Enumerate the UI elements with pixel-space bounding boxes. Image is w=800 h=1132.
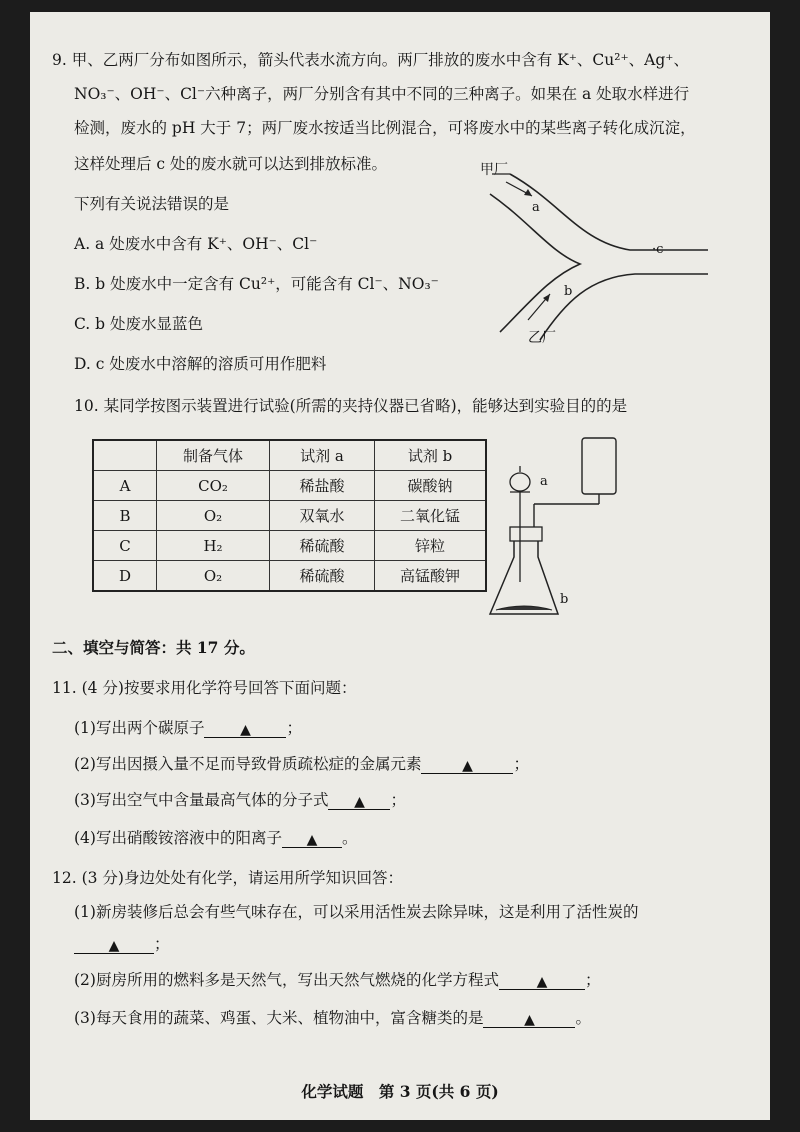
table-cell: 双氧水 xyxy=(270,501,375,531)
point-b-label: b xyxy=(564,284,573,299)
table-header-cell: 制备气体 xyxy=(157,440,270,471)
table-header-cell: 试剂 a xyxy=(270,440,375,471)
table-cell: 稀硫酸 xyxy=(270,561,375,592)
blank-marker-icon: ▲ xyxy=(462,758,473,774)
blank-marker-icon: ▲ xyxy=(354,794,365,810)
factory-yi-label: 乙厂 xyxy=(528,330,556,346)
table-cell: 稀硫酸 xyxy=(270,531,375,561)
table-header-cell: 试剂 b xyxy=(375,440,487,471)
table-cell: A xyxy=(93,471,157,501)
q12-item2-end: ； xyxy=(584,971,601,989)
q11-item2-end: ； xyxy=(513,755,529,773)
exam-page xyxy=(30,12,770,1120)
q10-table xyxy=(92,439,487,592)
table-row xyxy=(93,471,486,501)
table-header-row xyxy=(93,440,486,471)
q11-item1-text: (1)写出两个碳原子 xyxy=(74,719,205,737)
q11-item4-end: 。 xyxy=(341,829,358,847)
q9-option-d: D. c 处废水中溶解的溶质可用作肥料 xyxy=(74,355,327,373)
table-cell: O₂ xyxy=(157,561,270,592)
table-cell: 二氧化锰 xyxy=(375,501,487,531)
table-cell: 锌粒 xyxy=(375,531,487,561)
table-cell: 高锰酸钾 xyxy=(375,561,487,592)
q11-item3-end: ； xyxy=(390,791,406,809)
q9-line4: 这样处理后 c 处的废水就可以达到排放标准。 xyxy=(74,155,388,173)
table-cell: CO₂ xyxy=(157,471,270,501)
q12-item3-end: 。 xyxy=(575,1009,591,1027)
table-cell: 碳酸钠 xyxy=(375,471,487,501)
blank-marker-icon: ▲ xyxy=(108,938,120,954)
answer-blank[interactable] xyxy=(483,1010,575,1028)
table-row xyxy=(93,501,486,531)
q11-item4-text: (4)写出硝酸铵溶液中的阳离子 xyxy=(74,829,282,847)
q12-item2 xyxy=(74,970,600,990)
q12-item1: (1)新房装修后总会有些气味存在，可以采用活性炭去除异味，这是利用了活性炭的 xyxy=(74,903,639,921)
q12-item1-answer xyxy=(74,934,170,954)
q9-option-a: A. a 处废水中含有 K⁺、OH⁻、Cl⁻ xyxy=(74,235,318,253)
river-diagram xyxy=(470,152,710,352)
blank-marker-icon: ▲ xyxy=(306,832,318,848)
q12-item2-text: (2)厨房所用的燃料多是天然气，写出天然气燃烧的化学方程式 xyxy=(74,971,499,989)
q9-line2: NO₃⁻、OH⁻、Cl⁻六种离子，两厂分别含有其中不同的三种离子。如果在 a 处取水样进行 xyxy=(74,85,690,103)
answer-blank[interactable] xyxy=(74,936,154,954)
page-footer: 化学试题 第 3 页(共 6 页) xyxy=(301,1082,499,1101)
table-cell: 稀盐酸 xyxy=(270,471,375,501)
table-cell: B xyxy=(93,501,157,531)
blank-marker-icon: ▲ xyxy=(536,974,548,990)
q9-line1: 9. 甲、乙两厂分布如图所示，箭头代表水流方向。两厂排放的废水中含有 K⁺、Cu²⁺、Ag⁺、 xyxy=(52,51,689,69)
table-cell: O₂ xyxy=(157,501,270,531)
point-c-label: ·c xyxy=(652,242,664,257)
q11-item2-text: (2)写出因摄入量不足而导致骨质疏松症的金属元素 xyxy=(74,755,422,773)
q12-item3-text: (3)每天食用的蔬菜、鸡蛋、大米、植物油中，富含糖类的是 xyxy=(74,1009,484,1027)
answer-blank[interactable] xyxy=(328,792,390,810)
section-title: 二、填空与简答：共 17 分。 xyxy=(52,638,255,657)
q12-item1-end: ； xyxy=(154,935,170,953)
q11-item4 xyxy=(74,828,357,848)
blank-marker-icon: ▲ xyxy=(524,1012,535,1028)
table-cell: H₂ xyxy=(157,531,270,561)
q11-item2 xyxy=(74,754,529,774)
table-cell: C xyxy=(93,531,157,561)
answer-blank[interactable] xyxy=(421,756,513,774)
q11-item1 xyxy=(74,718,302,738)
q12-stem: 12. (3 分)身边处处有化学，请运用所学知识回答： xyxy=(52,869,403,887)
q11-item1-end: ； xyxy=(286,719,302,737)
table-cell: D xyxy=(93,561,157,592)
q9-question: 下列有关说法错误的是 xyxy=(74,195,230,213)
table-header-cell xyxy=(93,440,157,471)
table-row xyxy=(93,531,486,561)
q9-option-b: B. b 处废水中一定含有 Cu²⁺，可能含有 Cl⁻、NO₃⁻ xyxy=(74,275,439,293)
q9-option-c: C. b 处废水显蓝色 xyxy=(74,315,204,333)
table-row xyxy=(93,561,486,592)
answer-blank[interactable] xyxy=(282,830,342,848)
q11-stem: 11. (4 分)按要求用化学符号回答下面问题： xyxy=(52,679,357,697)
point-a-label: a xyxy=(532,200,540,215)
q11-item3-text: (3)写出空气中含量最高气体的分子式 xyxy=(74,791,329,809)
reagent-b-label: b xyxy=(560,592,569,607)
answer-blank[interactable] xyxy=(204,720,286,738)
factory-jia-label: 甲厂 xyxy=(480,162,508,178)
reagent-a-label: a xyxy=(540,474,548,489)
q10-stem: 10. 某同学按图示装置进行试验(所需的夹持仪器已省略)，能够达到实验目的的是 xyxy=(74,397,628,415)
blank-marker-icon: ▲ xyxy=(240,722,251,738)
answer-blank[interactable] xyxy=(499,972,585,990)
apparatus-diagram xyxy=(500,432,650,632)
q12-item3 xyxy=(74,1008,591,1028)
q9-line3: 检测，废水的 pH 大于 7；两厂废水按适当比例混合，可将废水中的某些离子转化成沉淀， xyxy=(74,119,696,137)
q11-item3 xyxy=(74,790,406,810)
